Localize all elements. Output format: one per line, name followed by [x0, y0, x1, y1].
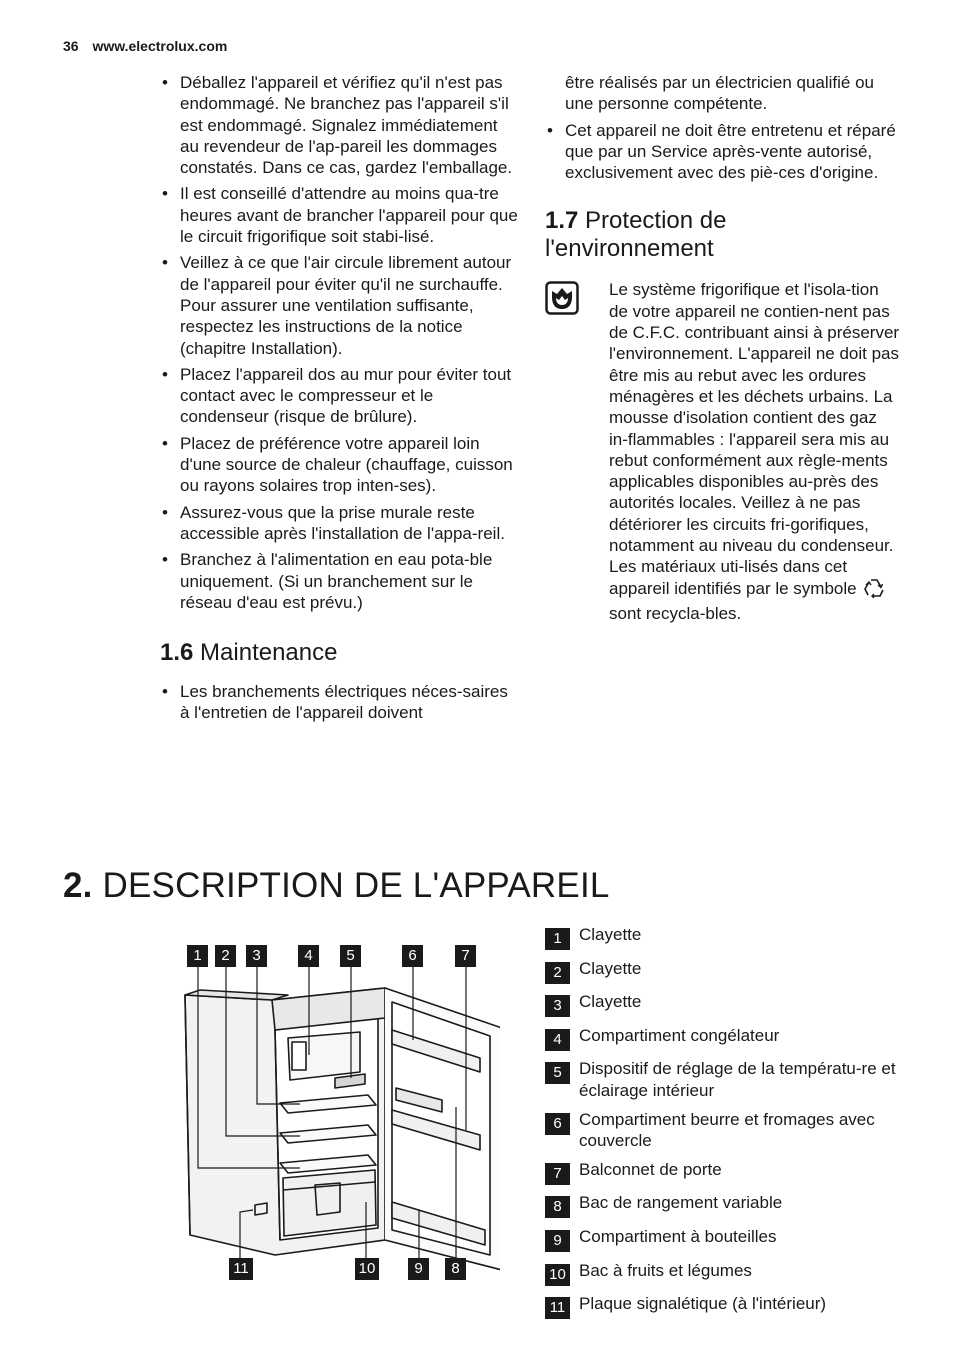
legend-number: 9 — [545, 1230, 570, 1252]
list-item: • Veillez à ce que l'air circule librement autour de l'appareil pour éviter qu'il ne surchauffe. Pour assurer une ventilation suffisante, respectez les instructions de la notice (chapitre Installation). — [160, 252, 520, 358]
legend-number: 2 — [545, 962, 570, 984]
heading-title: Protection de l'environnement — [545, 207, 727, 263]
legend-text: Bac de rangement variable — [579, 1193, 783, 1213]
legend-item — [545, 924, 905, 950]
list-item: • Les branchements électriques néces-saires à l'entretien de l'appareil doivent — [160, 681, 520, 724]
legend-text: Clayette — [579, 925, 642, 944]
fridge-illustration — [180, 940, 500, 1290]
callout-4: 4 — [298, 945, 319, 967]
environment-text-after: sont recycla-bles. — [609, 603, 742, 623]
page-header — [63, 38, 227, 54]
legend-item — [545, 958, 905, 984]
callout-10: 10 — [355, 1258, 379, 1280]
environment-block — [545, 279, 900, 624]
legend-item — [545, 1293, 905, 1319]
legend-item — [545, 991, 905, 1017]
legend-item — [545, 1025, 905, 1051]
environment-icon — [545, 281, 579, 315]
legend-text: Bac à fruits et légumes — [579, 1260, 752, 1280]
legend-number: 8 — [545, 1196, 570, 1218]
callout-6: 6 — [402, 945, 423, 967]
legend-text: Dispositif de réglage de la températu-re et éclairage intérieur — [579, 1059, 896, 1100]
maintenance-heading — [160, 639, 520, 667]
legend-item — [545, 1058, 905, 1101]
diagram-legend — [545, 924, 905, 1327]
left-column — [160, 72, 520, 729]
legend-item — [545, 1192, 905, 1218]
site-url[interactable]: www.electrolux.com — [92, 38, 228, 54]
legend-text: Clayette — [579, 992, 642, 1012]
list-item: • Assurez-vous que la prise murale reste accessible après l'installation de l'appa-reil. — [160, 502, 520, 545]
list-item: • Branchez à l'alimentation en eau pota-ble uniquement. (Si un branchement sur le réseau d'eau est prévu.) — [160, 549, 520, 613]
legend-text: Balconnet de porte — [579, 1159, 722, 1179]
legend-item — [545, 1159, 905, 1185]
heading-number: 1.7 — [545, 207, 579, 235]
crisper-drawer — [283, 1170, 376, 1236]
continuation-text: être réalisés par un électricien qualifié ou une personne compétente. — [565, 73, 875, 114]
environment-heading — [545, 207, 900, 263]
section-title — [63, 864, 610, 908]
legend-number: 4 — [545, 1029, 570, 1051]
section-number: 2. — [63, 866, 93, 905]
legend-item — [545, 1109, 905, 1152]
list-item: • Placez de préférence votre appareil loin d'une source de chaleur (chauffage, cuisson ou rayons solaires trop inten-ses). — [160, 433, 520, 497]
legend-text: Compartiment beurre et fromages avec couvercle — [579, 1109, 875, 1150]
legend-number: 3 — [545, 995, 570, 1017]
callout-8: 8 — [445, 1258, 466, 1280]
legend-text: Compartiment à bouteilles — [579, 1226, 777, 1246]
section-title-text: DESCRIPTION DE L'APPAREIL — [102, 866, 610, 905]
recycle-icon — [863, 578, 885, 603]
maintenance-bullet-list — [160, 681, 520, 724]
legend-item — [545, 1226, 905, 1252]
page-number: 36 — [63, 38, 79, 54]
callout-5: 5 — [340, 945, 361, 967]
callout-11: 11 — [229, 1258, 253, 1280]
list-item: • Déballez l'appareil et vérifiez qu'il n'est pas endommagé. Ne branchez pas l'appareil s'il est endommagé. Signalez immédiatement au revendeur de l'ap-pareil les dommages constatés. Dans ce cas, gardez l'emballage. — [160, 72, 520, 178]
callout-2: 2 — [215, 945, 236, 967]
callout-3: 3 — [246, 945, 267, 967]
environment-text-before: Le système frigorifique et l'isola-tion de votre appareil ne contien-nent pas de C.F.C. contribuant ainsi à préserver l'environnement. L'appareil ne doit pas être mis au rebut avec les ordures ménagères et les déchets urbains. La mousse d'isolation contient des gaz in-flammables : l'appareil sera mis au rebut conformément aux règle-ments applicables disponibles au-près des autorités locales. Veillez à ne pas détériorer les circuits fri-gorifiques, notamment au niveau du condenseur. Les matériaux uti-lisés dans cet appareil identifiés par le symbole — [609, 280, 900, 598]
legend-number: 10 — [545, 1264, 570, 1286]
legend-item — [545, 1260, 905, 1286]
legend-text: Clayette — [579, 958, 642, 978]
right-column — [545, 72, 900, 624]
callout-7: 7 — [455, 945, 476, 967]
heading-title: Maintenance — [200, 639, 338, 667]
list-item: • Il est conseillé d'attendre au moins qua-tre heures avant de brancher l'appareil pour que le circuit frigorifique soit stabi-lisé. — [160, 183, 520, 247]
legend-number: 6 — [545, 1113, 570, 1135]
appliance-diagram — [180, 940, 500, 1290]
legend-number: 11 — [545, 1297, 570, 1319]
environment-text — [609, 279, 900, 624]
legend-number: 5 — [545, 1062, 570, 1084]
list-item: • Placez l'appareil dos au mur pour éviter tout contact avec le compresseur et le condenseur (risque de brûlure). — [160, 364, 520, 428]
service-bullet-list — [545, 120, 900, 184]
callout-1: 1 — [187, 945, 208, 967]
safety-bullet-list — [160, 72, 520, 613]
legend-number: 7 — [545, 1163, 570, 1185]
heading-number: 1.6 — [160, 639, 194, 667]
legend-number: 1 — [545, 928, 570, 950]
legend-text: Compartiment congélateur — [579, 1025, 780, 1045]
list-item: • Cet appareil ne doit être entretenu et réparé que par un Service après-vente autorisé, exclusivement avec des piè-ces d'origine. — [545, 120, 900, 184]
legend-text: Plaque signalétique (à l'intérieur) — [579, 1294, 827, 1314]
callout-9: 9 — [408, 1258, 429, 1280]
